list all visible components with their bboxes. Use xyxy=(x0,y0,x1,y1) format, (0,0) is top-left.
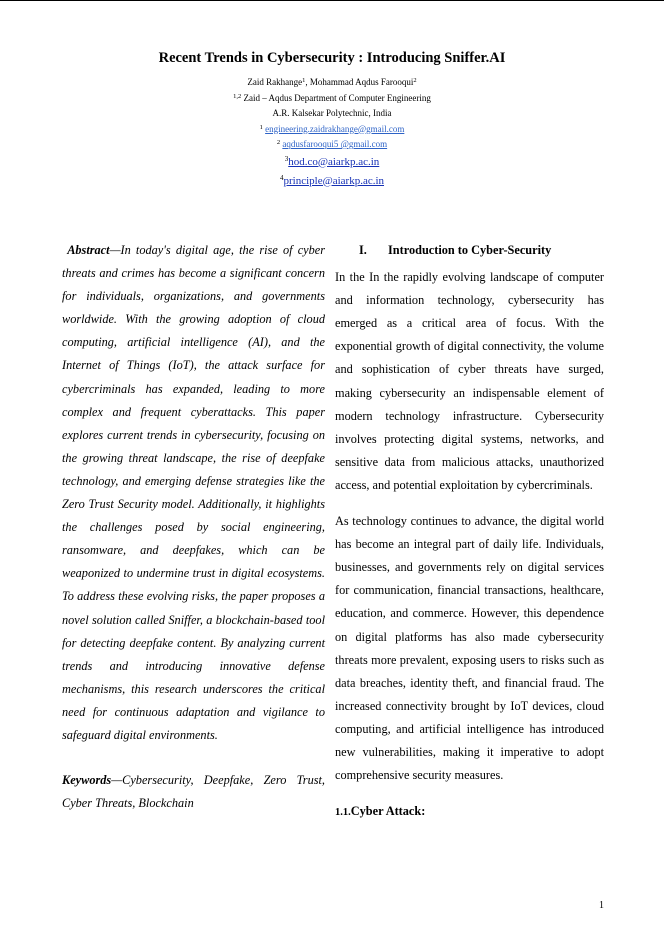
department-text: Zaid – Aqdus Department of Computer Engineering xyxy=(241,92,431,103)
paper-title: Recent Trends in Cybersecurity : Introducing Sniffer.AI xyxy=(158,50,506,66)
subsection-title: Cyber Attack: xyxy=(350,804,426,819)
author-2: Mohammad Aqdus Farooqui xyxy=(309,77,414,87)
author-1: Zaid Rakhange xyxy=(247,77,303,87)
email-link-2[interactable]: aqdusfarooqui5 @gmail.com xyxy=(282,139,388,149)
subsection-heading xyxy=(335,800,604,824)
author-line xyxy=(0,75,664,91)
email-link-3[interactable]: hod.co@aiarkp.ac.in xyxy=(288,155,380,168)
left-column xyxy=(62,239,325,815)
email-line-3 xyxy=(0,153,664,172)
email-line-1 xyxy=(0,122,664,138)
section-heading xyxy=(335,239,604,262)
institution-line: A.R. Kalsekar Polytechnic, India xyxy=(272,108,392,118)
author-2-sup: 2 xyxy=(413,77,417,84)
email-link-4[interactable]: principle@aiarkp.ac.in xyxy=(283,174,385,187)
author-1-sup: 1 xyxy=(302,77,306,84)
keywords xyxy=(62,769,325,815)
section-paragraph-1: In the In the rapidly evolving landscape of computer and information technology, cybersecurity has emerged as a critical area of focus. With the exponential growth of digital connectivity, the volume and sophistication of cyber threats have surged, making cybersecurity an indispensable element of modern technology infrastructure. Cybersecurity involves protecting digital systems, networks, and sensitive data from malicious attacks, unauthorized access, and potential exploitation by cybercriminals. xyxy=(335,270,604,492)
page-number: 1 xyxy=(599,900,604,911)
email-1-sup: 1 xyxy=(259,123,263,131)
abstract xyxy=(62,239,325,747)
abstract-text: In today's digital age, the rise of cyber threats and crimes has become a significant concern for individuals, organizations, and governments worldwide. With the growing adoption of cloud computing, artificial intelligence (AI), and the Internet of Things (IoT), the attack surface for cybercriminals has expanded, leading to more complex and frequent cyberattacks. This paper explores current trends in cybersecurity, focusing on the growing threat landscape, the rise of deepfake technology, and emerging defense strategies like the Zero Trust Security model. Additionally, it highlights the challenges posed by social engineering, ransomware, and deepfakes, which can be weaponized to undermine trust in digital ecosystems. To address these evolving risks, the paper proposes a novel solution called Sniffer, a blockchain-based tool for detecting deepfake content. By analyzing current trends and introducing innovative defense mechanisms, this research underscores the critical need for continuous adaptation and vigilance to safeguard digital environments. xyxy=(62,243,326,742)
paper-header xyxy=(0,50,664,191)
email-line-2 xyxy=(0,137,664,153)
section-paragraph-2: As technology continues to advance, the digital world has become an integral part of daily life. Individuals, businesses, and governments rely on digital services for communication, financial transactions, healthcare, education, and commerce. However, this dependence on digital platforms has also made cybersecurity threats more prevalent, exposing users to risks such as data breaches, identity theft, and financial fraud. The increased connectivity brought by IoT devices, cloud computing, and artificial intelligence has introduced new vulnerabilities, making it imperative to adopt comprehensive security measures. xyxy=(335,514,604,783)
email-2-sup: 2 xyxy=(276,139,281,146)
right-column xyxy=(335,239,604,837)
abstract-label: Abstract xyxy=(67,243,110,257)
author-separator: , xyxy=(305,77,310,87)
email-line-4 xyxy=(0,172,664,191)
keywords-dash: — xyxy=(111,773,123,788)
abstract-dash: — xyxy=(109,243,121,257)
section-number: I. xyxy=(359,243,367,257)
top-rule xyxy=(0,0,664,1)
email-4-sup: 4 xyxy=(279,173,284,182)
section-title: Introduction to Cyber-Security xyxy=(388,243,552,257)
email-3-sup: 3 xyxy=(284,154,289,163)
subsection-number: 1.1. xyxy=(335,807,351,819)
department-line xyxy=(0,91,664,107)
department-sup: 1,2 xyxy=(233,92,242,100)
email-link-1[interactable]: engineering.zaidrakhange@gmail.com xyxy=(265,123,405,134)
keywords-label: Keywords xyxy=(62,773,112,788)
keywords-text: Cybersecurity, Deepfake, Zero Trust, Cyber Threats, Blockchain xyxy=(62,773,325,811)
